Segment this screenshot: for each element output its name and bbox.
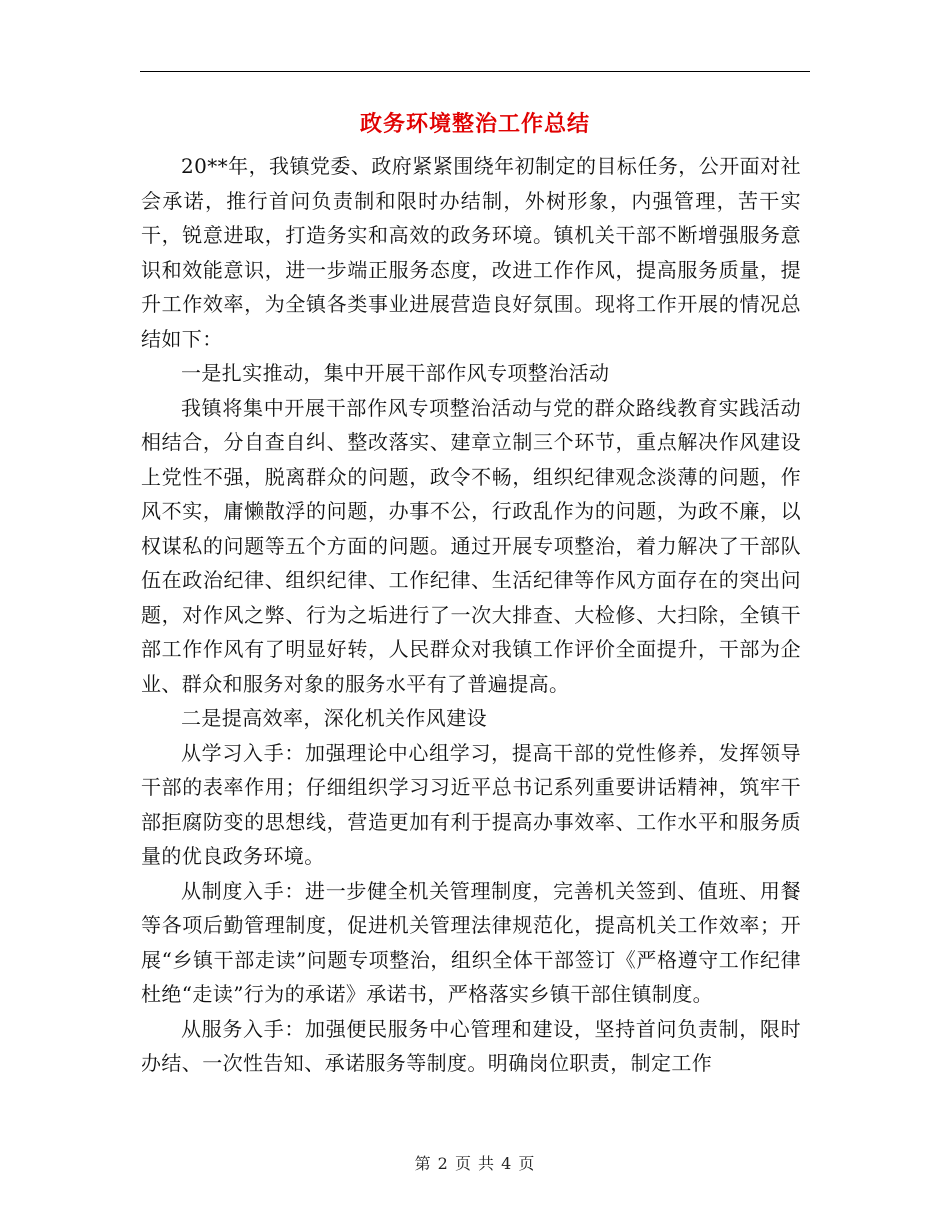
page-number: 第 2 页 共 4 页 bbox=[414, 1154, 536, 1173]
paragraph-section-1: 我镇将集中开展干部作风专项整治活动与党的群众路线教育实践活动相结合，分自查自纠、整改落实、建章立制三个环节，重点解决作风建设上党性不强，脱离群众的问题，政令不畅，组织纪律观念淡薄的问题，作风不实，庸懒散浮的问题，办事不公，行政乱作为的问题，为政不廉，以权谋私的问题等五个方面的问题。通过开展专项整治，着力解决了干部队伍在政治纪律、组织纪律、工作纪律、生活纪律等作风方面存在的突出问题，对作风之弊、行为之垢进行了一次大排查、大检修、大扫除，全镇干部工作作风有了明显好转，人民群众对我镇工作评价全面提升，干部为企业、群众和服务对象的服务水平有了普遍提高。 bbox=[141, 395, 801, 696]
document-body bbox=[141, 149, 801, 1081]
header-rule bbox=[140, 71, 810, 72]
paragraph-system: 从制度入手：进一步健全机关管理制度，完善机关签到、值班、用餐等各项后勤管理制度，促进机关管理法律规范化，提高机关工作效率；开展“乡镇干部走读”问题专项整治，组织全体干部签订《严格遵守工作纪律杜绝“走读”行为的承诺》承诺书，严格落实乡镇干部住镇制度。 bbox=[141, 878, 801, 1006]
section-heading-2: 二是提高效率，深化机关作风建设 bbox=[181, 706, 487, 730]
paragraph-study: 从学习入手：加强理论中心组学习，提高干部的党性修养，发挥领导干部的表率作用；仔细组织学习习近平总书记系列重要讲话精神，筑牢干部拒腐防变的思想线，营造更加有利于提高办事效率、工作水平和服务质量的优良政务环境。 bbox=[141, 740, 801, 868]
document-title: 政务环境整治工作总结 bbox=[359, 111, 590, 137]
paragraph-service: 从服务入手：加强便民服务中心管理和建设，坚持首问负责制，限时办结、一次性告知、承诺服务等制度。明确岗位职责，制定工作 bbox=[141, 1016, 801, 1075]
section-heading-1: 一是扎实推动，集中开展干部作风专项整治活动 bbox=[181, 361, 610, 385]
paragraph-intro: 20**年，我镇党委、政府紧紧围绕年初制定的目标任务，公开面对社会承诺，推行首问负责制和限时办结制，外树形象，内强管理，苦干实干，锐意进取，打造务实和高效的政务环境。镇机关干部不断增强服务意识和效能意识，进一步端正服务态度，改进工作作风，提高服务质量，提升工作效率，为全镇各类事业进展营造良好氛围。现将工作开展的情况总结如下： bbox=[141, 154, 801, 351]
